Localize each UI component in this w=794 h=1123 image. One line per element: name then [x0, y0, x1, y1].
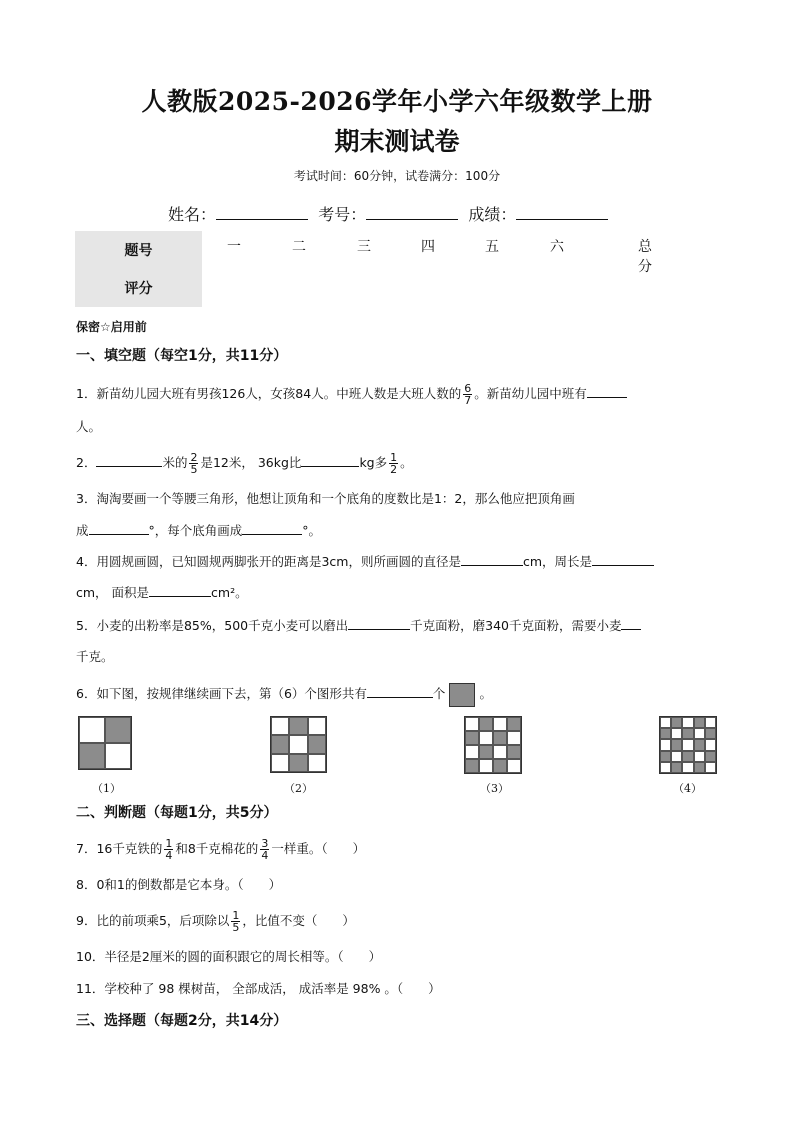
q4-blank-3[interactable] [149, 584, 211, 597]
q4-blank-2[interactable] [592, 553, 654, 566]
name-field[interactable] [216, 205, 308, 220]
pattern-figure-1 [78, 716, 132, 770]
q2-fraction-2: $\frac{1}{2}$ [390, 451, 398, 476]
question-1-cont: 人。 [76, 419, 102, 434]
q3-blank-2[interactable] [242, 522, 302, 535]
score-table-col: 六 [550, 239, 564, 255]
exam-title-line1: 人教版2025-2026学年小学六年级数学上册 [141, 87, 653, 116]
q1-fraction: $\frac{6}{7}$ [464, 382, 472, 407]
figure-caption-2: （2） [284, 782, 313, 795]
q1-blank[interactable] [587, 385, 627, 398]
secret-note: 保密☆启用前 [76, 320, 147, 334]
figure-caption-1: （1） [92, 782, 121, 795]
question-9: 9．比的前项乘5，后项除以 $\frac{1}{5}$ ，比值不变（ ） [76, 909, 355, 934]
question-8: 8．0和1的倒数都是它本身。（ ） [76, 877, 282, 892]
q4-blank-1[interactable] [461, 553, 523, 566]
score-table-col: 五 [485, 239, 499, 255]
id-field[interactable] [366, 205, 458, 220]
q2-blank-2[interactable] [301, 454, 359, 467]
q7-fraction-1: $\frac{1}{4}$ [165, 837, 173, 862]
question-5-cont: 千克。 [76, 649, 114, 664]
score-table-col: 总分 [638, 239, 652, 275]
id-label: 考号： [318, 205, 367, 224]
score-table-col: 二 [292, 239, 306, 255]
section-choice-heading: 三、选择题（每题2分，共14分） [76, 1013, 288, 1029]
score-table-row1-header: 题号 [75, 231, 202, 268]
name-label: 姓名： [168, 205, 217, 224]
score-table-col: 三 [357, 239, 371, 255]
score-table-col: 四 [421, 239, 435, 255]
score-table-row2-header: 评分 [75, 268, 202, 307]
question-5: 5．小麦的出粉率是85%，500千克小麦可以磨出 千克面粉，磨340千克面粉，需要小麦 [76, 617, 641, 635]
question-3-cont: 成 °，每个底角画成 °。 [76, 523, 322, 538]
question-7: 7．16千克铁的 $\frac{1}{4}$ 和8千克棉花的 $\frac{3}{4}$ 一样重。（ ） [76, 837, 366, 862]
q3-blank-1[interactable] [89, 522, 149, 535]
section-judge-heading: 二、判断题（每题1分，共5分） [76, 805, 278, 821]
q5-blank-1[interactable] [348, 617, 410, 630]
question-10: 10．半径是2厘米的圆的面积跟它的周长相等。（ ） [76, 949, 382, 964]
figure-caption-3: （3） [480, 782, 509, 795]
question-3: 3．淘淘要画一个等腰三角形，他想让顶角和一个底角的度数比是1：2，那么他应把顶角画 [76, 491, 575, 506]
score-table-col: 一 [227, 239, 241, 255]
student-info-row [168, 202, 608, 225]
question-4: 4．用圆规画圆，已知圆规两脚张开的距离是3cm，则所画圆的直径是 cm，周长是 [76, 553, 654, 571]
pattern-figure-3 [464, 716, 522, 774]
score-label: 成绩： [468, 205, 517, 224]
q1-text: 。新苗幼儿园中班有 [474, 386, 587, 401]
q6-blank[interactable] [367, 685, 433, 698]
exam-title-line2: 期末测试卷 [334, 127, 460, 156]
question-2: 2． 米的 $\frac{2}{5}$ 是12米， 36kg比 kg多 $\frac{1}{2}$ 。 [76, 451, 413, 476]
question-4-cont: cm， 面积是 cm²。 [76, 585, 248, 600]
gray-square-icon [449, 683, 475, 707]
q1-text: 1．新苗幼儿园大班有男孩126人，女孩84人。中班人数是大班人数的 [76, 386, 462, 401]
q2-fraction-1: $\frac{2}{5}$ [190, 451, 198, 476]
pattern-figure-4 [659, 716, 717, 774]
question-1 [76, 383, 627, 406]
question-11: 11．学校种了 98 棵树苗， 全部成活， 成活率是 98% 。（ ） [76, 981, 441, 996]
q9-fraction: $\frac{1}{5}$ [232, 909, 240, 934]
section-fill-blank-heading: 一、填空题（每空1分，共11分） [76, 348, 288, 364]
q5-blank-2[interactable] [621, 617, 641, 630]
q2-blank-1[interactable] [96, 454, 162, 467]
score-field[interactable] [516, 205, 608, 220]
q7-fraction-2: $\frac{3}{4}$ [261, 837, 269, 862]
question-6: 6．如下图，按规律继续画下去，第（6）个图形共有 个 。 [76, 682, 492, 707]
figure-caption-4: （4） [673, 782, 702, 795]
exam-subtitle: 考试时间：60分钟，试卷满分：100分 [293, 169, 501, 183]
pattern-figure-2 [270, 716, 327, 773]
